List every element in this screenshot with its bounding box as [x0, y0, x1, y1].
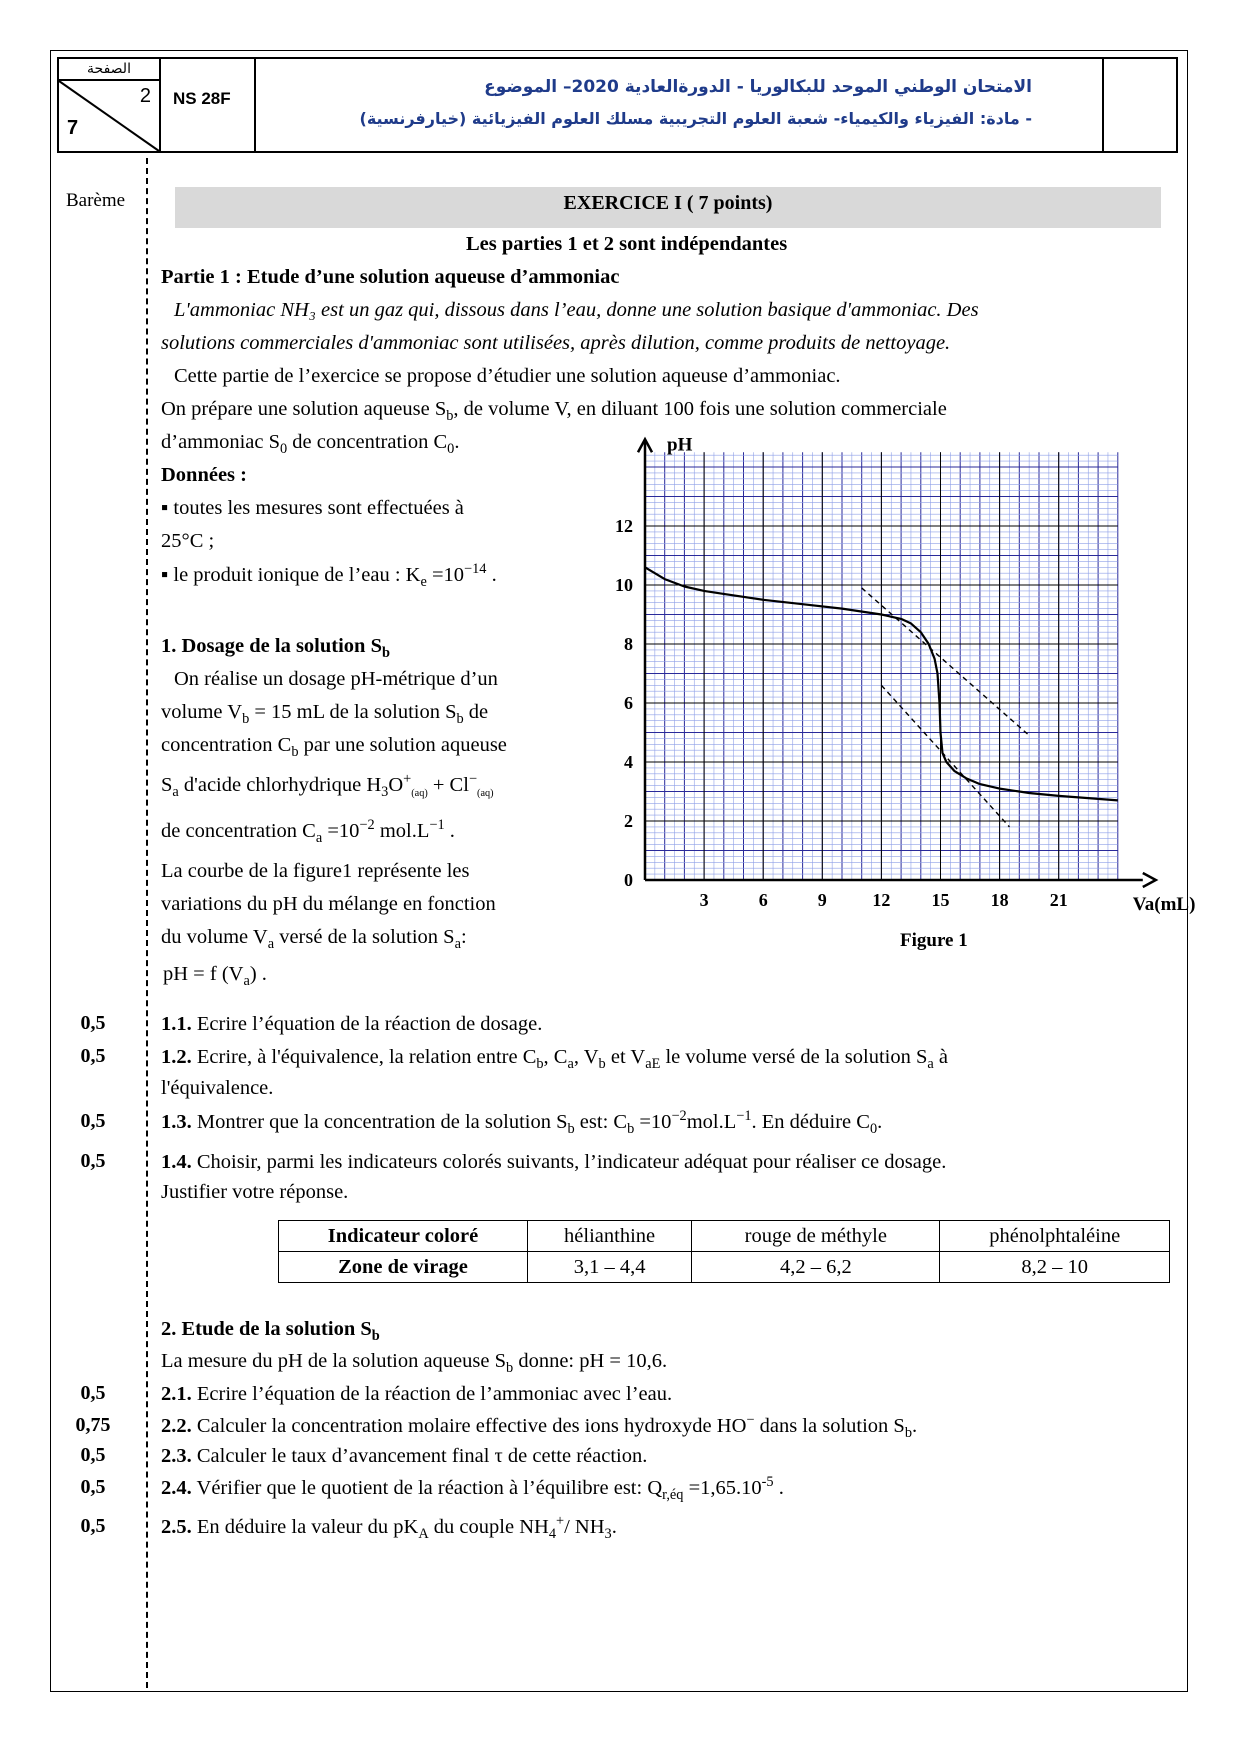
s1-line2: volume $V_b = 15$ mL de la solution $S_b$ de [161, 701, 489, 728]
y-tick-label: 8 [624, 634, 633, 654]
prep-line1: On prépare une solution aqueuse $S_b$, de volume V, en diluant 100 fois une solution commerciale [161, 398, 947, 425]
section1-title: 1. Dosage de la solution $S_b$ [161, 635, 390, 662]
points-q1-2: 0,5 [80, 1045, 106, 1067]
table-row [279, 1252, 1170, 1283]
figure-caption: Figure 1 [900, 930, 968, 951]
q1-2: 1.2. Ecrire, à l'équivalence, la relation entre $C_b$, $C_a$, $V_b$ et $V_{aE}$ le volume versé de la solution $S_a$ à [161, 1046, 948, 1073]
exercise-title: EXERCICE I ( 7 points) [175, 187, 1161, 228]
intro-line1: L'ammoniac NH₃ est un gaz qui, dissous dans l’eau, donne une solution basique d'ammoniac. Des [174, 299, 979, 321]
bareme-divider [146, 158, 148, 1688]
q1-4: 1.4. Choisir, parmi les indicateurs colorés suivants, l’indicateur adéquat pour réaliser ce dosage. [161, 1151, 947, 1173]
prep-line2: d’ammoniac $S_0$ de concentration $C_0$. [161, 431, 460, 458]
part2-title: 2. Etude de la solution $S_b$ [161, 1318, 380, 1345]
s1-line5: de concentration $C_a =10^{-2}$ $mol.L^{-1}$ . [161, 817, 455, 847]
exam-code: NS 28F [173, 89, 231, 108]
table-cell: phénolphtaléine [940, 1221, 1170, 1252]
x-tick-label: 15 [931, 890, 950, 910]
x-axis-arrow [1143, 873, 1156, 887]
y-tick-label: 4 [624, 752, 633, 772]
exam-title-line2: - مادة: الفيزياء والكيمياء- شعبة العلوم التجريبية مسلك العلوم الفيزيائية (خيارفرنسية) [359, 109, 1032, 128]
subtitle: Les parties 1 et 2 sont indépendantes [466, 233, 788, 255]
s1-line6: La courbe de la figure1 représente les [161, 860, 470, 882]
q2-2: 2.2. Calculer la concentration molaire effective des ions hydroxyde HO− dans la solution $S_b$. [161, 1412, 918, 1442]
y-tick-label: 12 [615, 516, 633, 536]
q2-4: 2.4. Vérifier que le quotient de la réaction à l’équilibre est: $Q_{r,éq} =1,65.10^{-5}$ . [161, 1474, 784, 1504]
s1-line4: $S_a$ d'acide chlorhydrique $H_3O^+_{(aq)} + Cl^-_{(aq)}$ [161, 771, 494, 801]
x-tick-label: 3 [699, 890, 709, 910]
y-axis-label: pH [667, 434, 693, 456]
s1-line7: variations du pH du mélange en fonction [161, 893, 496, 915]
code-cell [159, 59, 256, 151]
table-row [279, 1221, 1170, 1252]
y-tick-label: 0 [624, 870, 633, 890]
title-cell [254, 59, 1104, 151]
table-cell: Indicateur coloré [279, 1221, 528, 1252]
x-tick-label: 21 [1049, 890, 1068, 910]
part2-intro: La mesure du pH de la solution aqueuse $S_b$ donne: pH = 10,6. [161, 1350, 668, 1377]
y-tick-label: 6 [624, 693, 633, 713]
data-title: Données : [161, 464, 247, 486]
q1-2b: l'équivalence. [161, 1077, 274, 1099]
points-q2-4: 0,5 [80, 1476, 106, 1498]
s1-line1: On réalise un dosage pH-métrique d’un [174, 668, 498, 690]
x-tick-label: 12 [872, 890, 891, 910]
y-tick-label: 2 [624, 811, 633, 831]
q2-3: 2.3. Calculer le taux d’avancement final τ de cette réaction. [161, 1445, 648, 1467]
points-q2-5: 0,5 [80, 1515, 106, 1537]
s1-line3: concentration $C_b$ par une solution aqueuse [161, 734, 507, 761]
table-cell: rouge de méthyle [692, 1221, 940, 1252]
points-q2-1: 0,5 [80, 1382, 106, 1404]
q2-1: 2.1. Ecrire l’équation de la réaction de l’ammoniac avec l’eau. [161, 1383, 673, 1405]
table-cell: Zone de virage [279, 1252, 528, 1283]
bareme-label: Barème [66, 190, 126, 211]
points-q1-4: 0,5 [80, 1150, 106, 1172]
q1-4b: Justifier votre réponse. [161, 1181, 349, 1203]
s1-line9: pH = f $(V_a)$ . [163, 963, 267, 990]
data-line2: ▪ le produit ionique de l’eau : $K_e =10^{-14}$ . [161, 561, 497, 591]
exam-header [57, 57, 1178, 153]
table-cell: 3,1 – 4,4 [528, 1252, 692, 1283]
table-cell: 8,2 – 10 [940, 1252, 1170, 1283]
points-q1-1: 0,5 [80, 1012, 106, 1034]
page-cell [59, 59, 161, 151]
titration-chart [600, 434, 1196, 930]
points-q1-3: 0,5 [80, 1110, 106, 1132]
q2-5: 2.5. En déduire la valeur du $pK_A$ du couple $NH_4^+/$ $NH_3$. [161, 1513, 617, 1543]
intro-line2: solutions commerciales d'ammoniac sont utilisées, après dilution, comme produits de nettoyage. [161, 332, 951, 354]
table-cell: 4,2 – 6,2 [692, 1252, 940, 1283]
x-tick-label: 18 [990, 890, 1009, 910]
intro-line3: Cette partie de l’exercice se propose d’étudier une solution aqueuse d’ammoniac. [174, 365, 841, 387]
exam-title-line1: الامتحان الوطني الموحد للبكالوريا - الدورةالعادية 2020– الموضوع [484, 77, 1032, 97]
x-tick-label: 9 [817, 890, 827, 910]
data-line1b: 25°C ; [161, 530, 215, 552]
x-tick-label: 6 [758, 890, 768, 910]
page-label: الصفحة [59, 59, 159, 81]
q1-1: 1.1. Ecrire l’équation de la réaction de dosage. [161, 1013, 543, 1035]
x-axis-label: Va(mL) [1132, 894, 1196, 915]
data-line1: ▪ toutes les mesures sont effectuées à [161, 497, 464, 519]
q1-3: 1.3. Montrer que la concentration de la solution $S_b$ est: $C_b =10^{-2}mol.L^{-1}$. En déduire $C_0$. [161, 1108, 883, 1138]
table-cell: hélianthine [528, 1221, 692, 1252]
page-total: 7 [67, 117, 79, 139]
page-number: 2 [139, 85, 151, 107]
indicator-table [278, 1220, 1170, 1283]
s1-line8: du volume $V_a$ versé de la solution $S_a$: [161, 926, 467, 953]
points-q2-2: 0,75 [75, 1414, 111, 1436]
points-q2-3: 0,5 [80, 1444, 106, 1466]
y-tick-label: 10 [615, 575, 633, 595]
part1-title: Partie 1 : Etude d’une solution aqueuse d’ammoniac [161, 266, 620, 288]
